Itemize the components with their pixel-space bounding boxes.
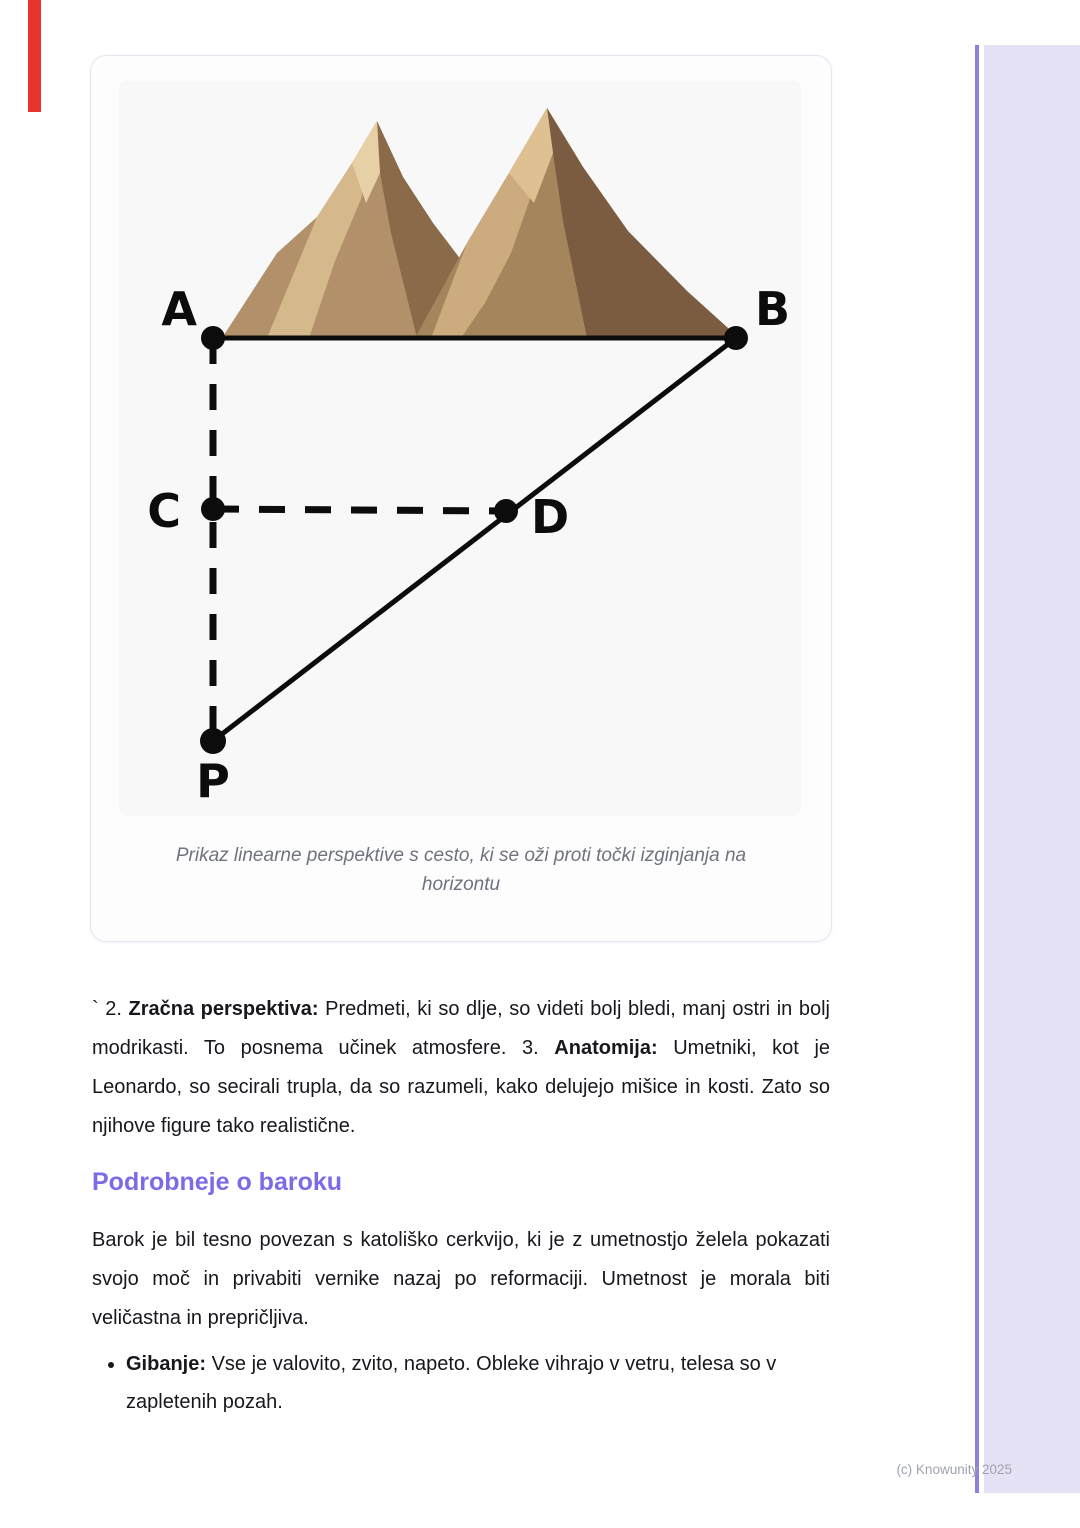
figure-caption-line2: horizontu <box>421 874 501 895</box>
paragraph-barok: Barok je bil tesno povezan s katoliško cerkvijo, ki je z umetnostjo želela pokazati svojo moč in privabiti vernike nazaj po reformaciji. Umetnost je morala biti veličastna in prepričljiva. <box>92 1229 830 1329</box>
figure-caption <box>131 841 791 899</box>
point-b <box>724 326 748 350</box>
perspective-diagram <box>119 81 801 816</box>
left-red-accent-strip <box>28 0 41 112</box>
label-p: P <box>196 754 230 808</box>
mountains-illustration <box>222 108 739 338</box>
label-b: B <box>755 282 791 336</box>
list-item-gibanje: • Gibanje: Vse je valovito, zvito, napeto. Obleke vihrajo v vetru, telesa so v zapletenih pozah. <box>126 1345 848 1421</box>
right-page-margin-strip <box>984 45 1080 1493</box>
paragraph-perspective: ` 2. Zračna perspektiva: Predmeti, ki so dlje, so videti bolj bledi, manj ostri in bolj modrikasti. To posnema učinek atmosfere. 3. Anatomija: Umetniki, kot je Leonardo, so secirali trupla, da so razumeli, kako delujejo mišice in kosti. Zato so njihove figure tako realistične. <box>92 998 831 1137</box>
bullet-list <box>100 1345 848 1421</box>
line-cd-dashed <box>213 509 506 511</box>
section-heading-barok: Podrobneje o baroku <box>92 1168 343 1196</box>
perspective-diagram-svg <box>119 81 801 816</box>
right-strip-border-line <box>975 45 979 1493</box>
point-c <box>201 497 225 521</box>
point-a <box>201 326 225 350</box>
label-c: C <box>147 484 181 538</box>
line-bp <box>213 338 736 741</box>
point-p <box>200 728 226 754</box>
figure-card <box>90 55 832 942</box>
figure-caption-line1: Prikaz linearne perspektive s cesto, ki se oži proti točki izginjanja na <box>175 845 747 866</box>
point-d <box>494 499 518 523</box>
copyright-footer: (c) Knowunity 2025 <box>896 1462 1012 1477</box>
label-d: D <box>531 490 570 544</box>
label-a: A <box>161 282 197 336</box>
